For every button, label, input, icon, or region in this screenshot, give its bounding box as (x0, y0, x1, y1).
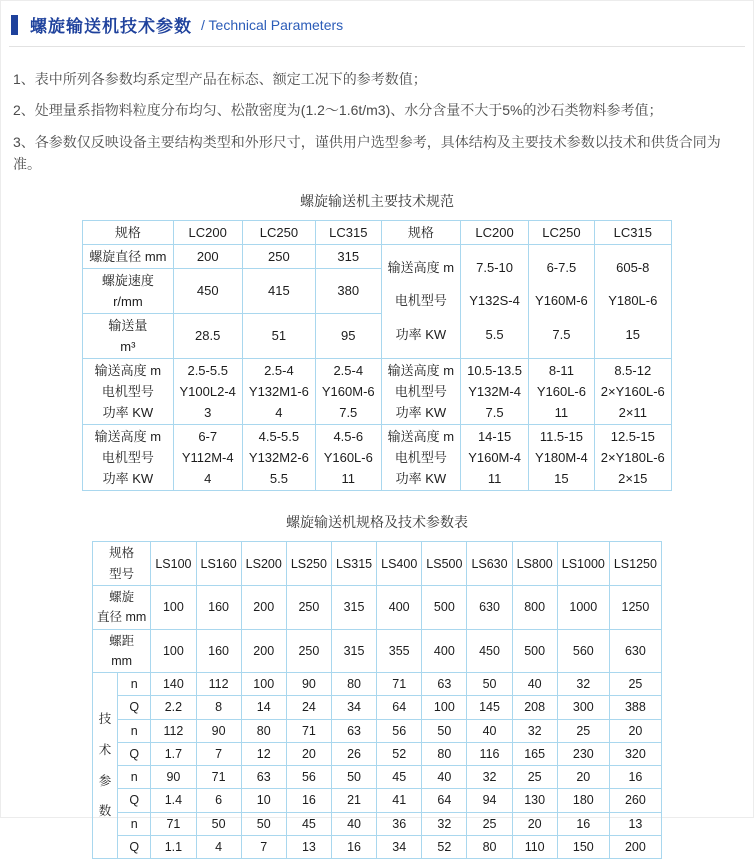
table-cell: 40 (467, 719, 512, 742)
table-cell: 110 (512, 835, 557, 858)
table-cell: 64 (422, 789, 467, 812)
table-cell: 10.5-13.5 Y132M-4 7.5 (461, 358, 529, 424)
table-cell: 45 (286, 812, 331, 835)
table-cell: 80 (467, 835, 512, 858)
table-cell: 16 (609, 766, 661, 789)
table-cell: 12.5-15 2×Y180L-6 2×15 (594, 424, 671, 490)
table-cell: 200 (173, 244, 242, 268)
table-cell: 112 (151, 719, 196, 742)
table2-container (1, 541, 753, 859)
table-cell: 71 (377, 673, 422, 696)
table-cell: 500 (422, 586, 467, 630)
table-cell: 输送高度 m 电机型号 功率 KW (381, 424, 460, 490)
table-cell: 200 (241, 629, 286, 673)
table-row (83, 220, 672, 244)
table-cell: 200 (609, 835, 661, 858)
table-row (83, 244, 672, 268)
table-cell: 6 (196, 789, 241, 812)
table-row (83, 358, 672, 424)
table-cell: 32 (467, 766, 512, 789)
table-cell: 355 (377, 629, 422, 673)
table-cell: 8.5-12 2×Y160L-6 2×11 (594, 358, 671, 424)
table-cell: 14-15 Y160M-4 11 (461, 424, 529, 490)
table-cell: 16 (331, 835, 376, 858)
table-cell: 71 (151, 812, 196, 835)
table-cell: 380 (315, 268, 381, 313)
table-cell: 250 (286, 629, 331, 673)
table-cell: 315 (315, 244, 381, 268)
table-cell: 7 (196, 742, 241, 765)
table-cell: 51 (242, 313, 315, 358)
table-cell: n (118, 766, 151, 789)
table-cell: 145 (467, 696, 512, 719)
accent-bar-icon (11, 15, 18, 35)
table-cell: n (118, 812, 151, 835)
table-cell: 260 (609, 789, 661, 812)
table-cell: 12 (241, 742, 286, 765)
table-cell: 40 (512, 673, 557, 696)
table-cell: 11.5-15 Y180M-4 15 (529, 424, 595, 490)
table-cell: 94 (467, 789, 512, 812)
table-cell: n (118, 673, 151, 696)
table-cell: 25 (609, 673, 661, 696)
table-cell: 50 (196, 812, 241, 835)
table-cell: 56 (286, 766, 331, 789)
table-cell: 605-8 Y180L-6 15 (594, 244, 671, 358)
table-cell: LS1000 (557, 542, 609, 586)
table-cell: 90 (196, 719, 241, 742)
table-cell: 规格 型号 (93, 542, 151, 586)
table-cell: 输送高度 m 电机型号 功率 KW (83, 358, 173, 424)
table-cell: 输送高度 m 电机型号 功率 KW (381, 358, 460, 424)
table-cell: 20 (286, 742, 331, 765)
table-cell: 34 (377, 835, 422, 858)
table-row (93, 542, 662, 586)
table-cell: 13 (286, 835, 331, 858)
table-cell: 315 (331, 586, 376, 630)
table-cell: n (118, 719, 151, 742)
table-cell: 116 (467, 742, 512, 765)
table-cell: 1.1 (151, 835, 196, 858)
table-cell: 4 (196, 835, 241, 858)
table-cell: 415 (242, 268, 315, 313)
table-cell: 1.4 (151, 789, 196, 812)
table-cell: 26 (331, 742, 376, 765)
table-cell: LC315 (594, 220, 671, 244)
table-cell: LC315 (315, 220, 381, 244)
table-cell: 40 (422, 766, 467, 789)
table-cell: 8 (196, 696, 241, 719)
table-cell: 400 (377, 586, 422, 630)
table-row (93, 789, 662, 812)
table-cell: 560 (557, 629, 609, 673)
table-row (93, 766, 662, 789)
table-cell: 300 (557, 696, 609, 719)
table-cell: 6-7 Y112M-4 4 (173, 424, 242, 490)
table-cell: LS200 (241, 542, 286, 586)
data-table (82, 220, 672, 492)
table-cell: 25 (512, 766, 557, 789)
table-cell: 500 (512, 629, 557, 673)
table1-container (1, 220, 753, 498)
table-cell: 388 (609, 696, 661, 719)
table-cell: LC250 (529, 220, 595, 244)
table-cell: 20 (609, 719, 661, 742)
table-cell: 规格 (381, 220, 460, 244)
table-cell: 400 (422, 629, 467, 673)
table-cell: 24 (286, 696, 331, 719)
page-subtitle: / Technical Parameters (201, 16, 344, 33)
table2-title: 螺旋输送机规格及技术参数表 (286, 514, 468, 531)
table-cell: 630 (609, 629, 661, 673)
table-cell: 100 (151, 629, 196, 673)
table-cell: 32 (422, 812, 467, 835)
table-cell: 2.5-4 Y132M1-6 4 (242, 358, 315, 424)
table-cell: 32 (512, 719, 557, 742)
table-cell: 800 (512, 586, 557, 630)
table-cell: 112 (196, 673, 241, 696)
note-3: 3、各参数仅反映设备主要结构类型和外形尺寸，谨供用户选型参考，具体结构及主要技术参数以技术和供货合同为准。 (13, 133, 721, 173)
table-cell: 25 (557, 719, 609, 742)
table-cell: 16 (286, 789, 331, 812)
table-cell: 63 (241, 766, 286, 789)
table-row (93, 835, 662, 858)
table-cell: 100 (151, 586, 196, 630)
table-cell: 450 (173, 268, 242, 313)
table-cell: 1.7 (151, 742, 196, 765)
table-cell: Q (118, 835, 151, 858)
table-cell: 技 术 参 数 (93, 673, 118, 859)
table-cell: 320 (609, 742, 661, 765)
table-cell: 螺旋 直径 mm (93, 586, 151, 630)
table-cell: 6-7.5 Y160M-6 7.5 (529, 244, 595, 358)
table-cell: 52 (422, 835, 467, 858)
table-row (93, 629, 662, 673)
table-cell: 规格 (83, 220, 173, 244)
table-cell: LS630 (467, 542, 512, 586)
table-cell: 250 (286, 586, 331, 630)
table-cell: 208 (512, 696, 557, 719)
table-cell: 34 (331, 696, 376, 719)
table-cell: 160 (196, 586, 241, 630)
table-cell: 450 (467, 629, 512, 673)
page-title: 螺旋输送机技术参数 (30, 17, 192, 36)
table-cell: 螺距 mm (93, 629, 151, 673)
table-cell: Q (118, 696, 151, 719)
table-cell: 64 (377, 696, 422, 719)
table-cell: 螺旋速度 r/mm (83, 268, 173, 313)
table-cell: 2.5-4 Y160M-6 7.5 (315, 358, 381, 424)
table-cell: 输送高度 m 电机型号 功率 KW (381, 244, 460, 358)
table-cell: 2.2 (151, 696, 196, 719)
table-cell: LC200 (461, 220, 529, 244)
note-2: 2、处理量系指物料粒度分布均匀、松散密度为(1.2～1.6t/m3)、水分含量不大于5%的沙石类物料参考值； (13, 102, 663, 119)
table1-title: 螺旋输送机主要技术规范 (300, 192, 454, 209)
table-cell: 80 (331, 673, 376, 696)
table-row (83, 424, 672, 490)
table-row (93, 719, 662, 742)
table-cell: LS315 (331, 542, 376, 586)
table-cell: 40 (331, 812, 376, 835)
table2-section (1, 512, 753, 859)
table-cell: 90 (286, 673, 331, 696)
table-row (93, 742, 662, 765)
table-cell: 1250 (609, 586, 661, 630)
table-cell: 36 (377, 812, 422, 835)
table-cell: 输送量 m³ (83, 313, 173, 358)
table-cell: 10 (241, 789, 286, 812)
table-cell: 230 (557, 742, 609, 765)
table-cell: 50 (331, 766, 376, 789)
table-cell: 21 (331, 789, 376, 812)
table-cell: Q (118, 789, 151, 812)
table-cell: 56 (377, 719, 422, 742)
table-cell: 13 (609, 812, 661, 835)
table-cell: 52 (377, 742, 422, 765)
table-cell: 80 (241, 719, 286, 742)
table-cell: 130 (512, 789, 557, 812)
table-cell: 95 (315, 313, 381, 358)
table-cell: 250 (242, 244, 315, 268)
table-cell: 150 (557, 835, 609, 858)
table-cell: LS160 (196, 542, 241, 586)
table-cell: 50 (241, 812, 286, 835)
table-row (93, 586, 662, 630)
table-cell: 71 (196, 766, 241, 789)
table-cell: LS1250 (609, 542, 661, 586)
table-cell: 输送高度 m 电机型号 功率 KW (83, 424, 173, 490)
note-1: 1、表中所列各参数均系定型产品在标态、额定工况下的参考数值； (13, 71, 427, 87)
table-cell: LC250 (242, 220, 315, 244)
table-cell: LS800 (512, 542, 557, 586)
table-cell: 315 (331, 629, 376, 673)
table-cell: 4.5-6 Y160L-6 11 (315, 424, 381, 490)
table-cell: Q (118, 742, 151, 765)
table-cell: 14 (241, 696, 286, 719)
table-cell: 20 (512, 812, 557, 835)
table-cell: 200 (241, 586, 286, 630)
table-cell: 28.5 (173, 313, 242, 358)
table-cell: 71 (286, 719, 331, 742)
table-cell: 7.5-10 Y132S-4 5.5 (461, 244, 529, 358)
page-header (9, 1, 745, 47)
table-cell: 7 (241, 835, 286, 858)
data-table (92, 541, 662, 859)
table-cell: 140 (151, 673, 196, 696)
table-cell: 螺旋直径 mm (83, 244, 173, 268)
table-cell: LS100 (151, 542, 196, 586)
table-cell: 1000 (557, 586, 609, 630)
table-cell: 100 (422, 696, 467, 719)
table-cell: 100 (241, 673, 286, 696)
table-cell: 165 (512, 742, 557, 765)
table-row (93, 812, 662, 835)
table-cell: 180 (557, 789, 609, 812)
table-cell: 63 (422, 673, 467, 696)
table-cell: 8-11 Y160L-6 11 (529, 358, 595, 424)
table-cell: 90 (151, 766, 196, 789)
table-cell: LS250 (286, 542, 331, 586)
table-cell: 80 (422, 742, 467, 765)
table1-section (1, 191, 753, 498)
table-cell: LS500 (422, 542, 467, 586)
table-cell: 50 (467, 673, 512, 696)
table-row (93, 673, 662, 696)
table-cell: 20 (557, 766, 609, 789)
table-cell: 45 (377, 766, 422, 789)
table-cell: 2.5-5.5 Y100L2-4 3 (173, 358, 242, 424)
table-cell: LC200 (173, 220, 242, 244)
table-cell: 50 (422, 719, 467, 742)
table-row (93, 696, 662, 719)
table-cell: 4.5-5.5 Y132M2-6 5.5 (242, 424, 315, 490)
table-cell: 16 (557, 812, 609, 835)
table-cell: 63 (331, 719, 376, 742)
table-cell: LS400 (377, 542, 422, 586)
table-cell: 41 (377, 789, 422, 812)
table-cell: 160 (196, 629, 241, 673)
table-cell: 32 (557, 673, 609, 696)
notes-section (1, 47, 753, 176)
table-cell: 630 (467, 586, 512, 630)
table-cell: 25 (467, 812, 512, 835)
